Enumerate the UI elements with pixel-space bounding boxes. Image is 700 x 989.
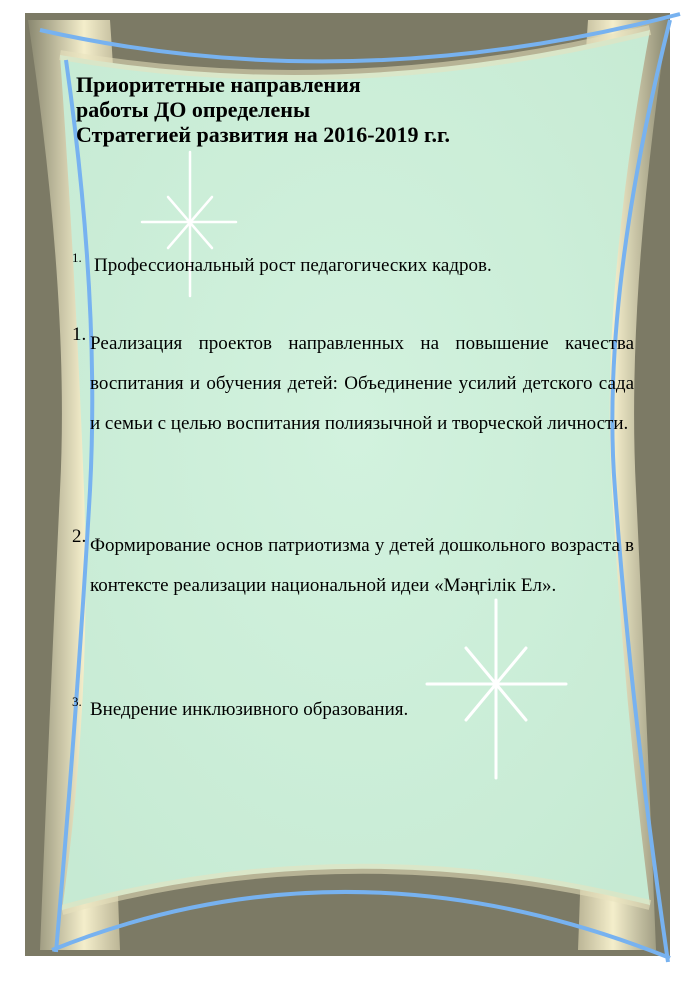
title-line: работы ДО определены (76, 97, 311, 122)
page-title (76, 72, 636, 147)
content-panel (60, 30, 650, 910)
title-line: Стратегией развития на 2016-2019 г.г. (76, 122, 451, 147)
item-number: 2. (72, 526, 87, 547)
title-line: Приоритетные направления (76, 72, 361, 97)
list-item (72, 690, 634, 730)
item-text: Формирование основ патриотизма у детей дошкольного возраста в контексте реализации национальной идеи «Мәңгілік Ел». (90, 535, 634, 596)
item-text: Внедрение инклюзивного образования. (90, 699, 409, 720)
list-item (72, 246, 634, 286)
item-number: 3. (72, 694, 82, 709)
item-text: Реализация проектов направленных на повышение качества воспитания и обучения детей: Объединение усилий детского сада и семьи с целью воспитания полиязычной и творческой личности. (90, 333, 634, 434)
list-item (72, 324, 634, 444)
list-item (72, 526, 634, 606)
item-number: 1. (72, 250, 82, 265)
item-number: 1. (72, 324, 87, 345)
item-text: Профессиональный рост педагогических кадров. (94, 255, 492, 276)
